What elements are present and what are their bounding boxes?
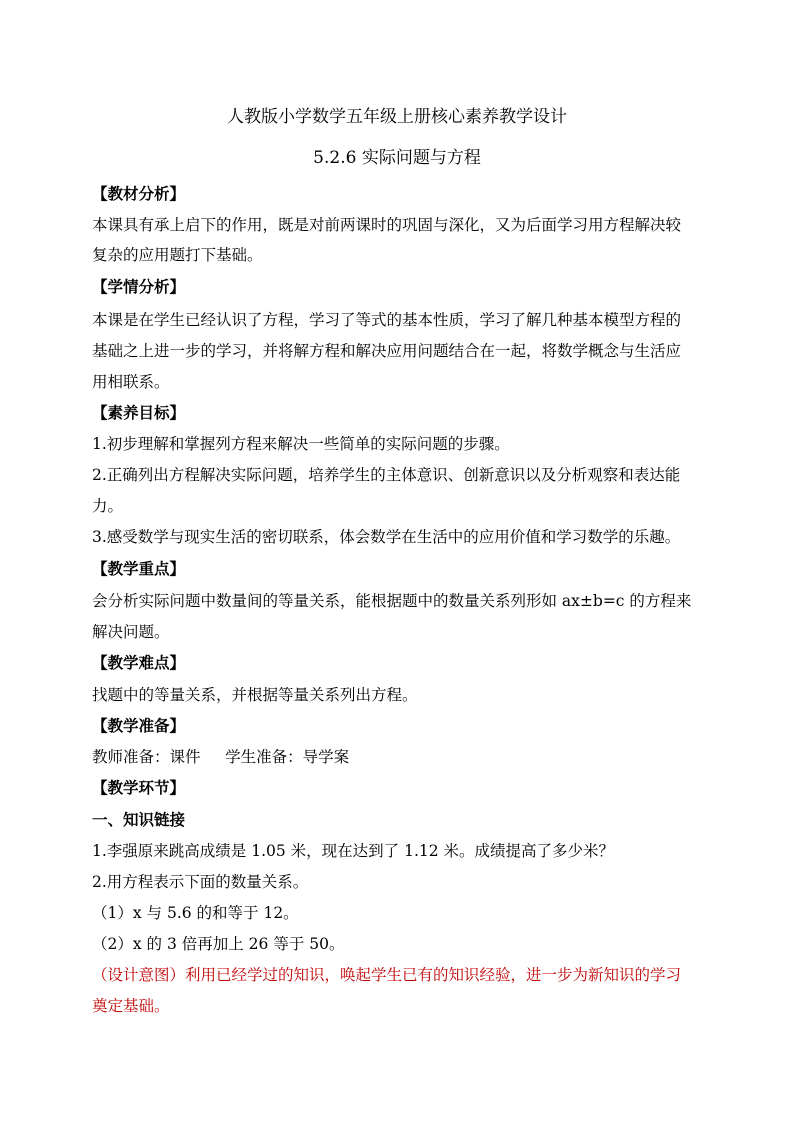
- section-heading-key-points: 【教学重点】: [92, 559, 186, 578]
- section-heading-student-analysis: 【学情分析】: [92, 277, 186, 296]
- exercise-item: 2.用方程表示下面的数量关系。: [92, 873, 309, 891]
- paragraph-line: 解决问题。: [92, 623, 170, 641]
- section-heading-process: 【教学环节】: [92, 778, 186, 797]
- exercise-subitem: （1）x 与 5.6 的和等于 12。: [92, 904, 299, 922]
- goal-item-continuation: 力。: [92, 497, 124, 515]
- design-intent-note: 奠定基础。: [92, 997, 170, 1015]
- paragraph-line: 教师准备：课件 学生准备：导学案: [92, 748, 350, 766]
- goal-item: 3.感受数学与现实生活的密切联系，体会数学在生活中的应用价值和学习数学的乐趣。: [92, 528, 681, 546]
- goal-item: 2.正确列出方程解决实际问题，培养学生的主体意识、创新意识以及分析观察和表达能: [92, 466, 681, 484]
- paragraph-line: 用相联系。: [92, 373, 170, 391]
- paragraph-line: 本课是在学生已经认识了方程，学习了等式的基本性质，学习了解几种基本模型方程的: [92, 311, 682, 329]
- subsection-heading-knowledge-link: 一、知识链接: [92, 810, 186, 829]
- exercise-subitem: （2）x 的 3 倍再加上 26 等于 50。: [92, 935, 345, 953]
- section-heading-difficulties: 【教学难点】: [92, 653, 186, 672]
- paragraph-line: 复杂的应用题打下基础。: [92, 246, 263, 264]
- design-intent-note: （设计意图）利用已经学过的知识，唤起学生已有的知识经验，进一步为新知识的学习: [92, 966, 682, 984]
- section-heading-preparation: 【教学准备】: [92, 716, 186, 735]
- exercise-item: 1.李强原来跳高成绩是 1.05 米，现在达到了 1.12 米。成绩提高了多少米？: [92, 842, 615, 860]
- section-heading-literacy-goals: 【素养目标】: [92, 403, 186, 422]
- goal-item: 1.初步理解和掌握列方程来解决一些简单的实际问题的步骤。: [92, 435, 510, 453]
- paragraph-line: 会分析实际问题中数量间的等量关系，能根据题中的数量关系列形如 ax±b=c 的方程来: [92, 592, 692, 610]
- paragraph-line: 本课具有承上启下的作用，既是对前两课时的巩固与深化，又为后面学习用方程解决较: [92, 216, 682, 234]
- lesson-title: 5.2.6 实际问题与方程: [313, 148, 481, 168]
- paragraph-line: 基础之上进一步的学习，并将解方程和解决应用问题结合在一起，将数学概念与生活应: [92, 342, 682, 360]
- section-heading-textbook-analysis: 【教材分析】: [92, 184, 186, 203]
- document-title: 人教版小学数学五年级上册核心素养教学设计: [227, 107, 567, 127]
- paragraph-line: 找题中的等量关系，并根据等量关系列出方程。: [92, 686, 418, 704]
